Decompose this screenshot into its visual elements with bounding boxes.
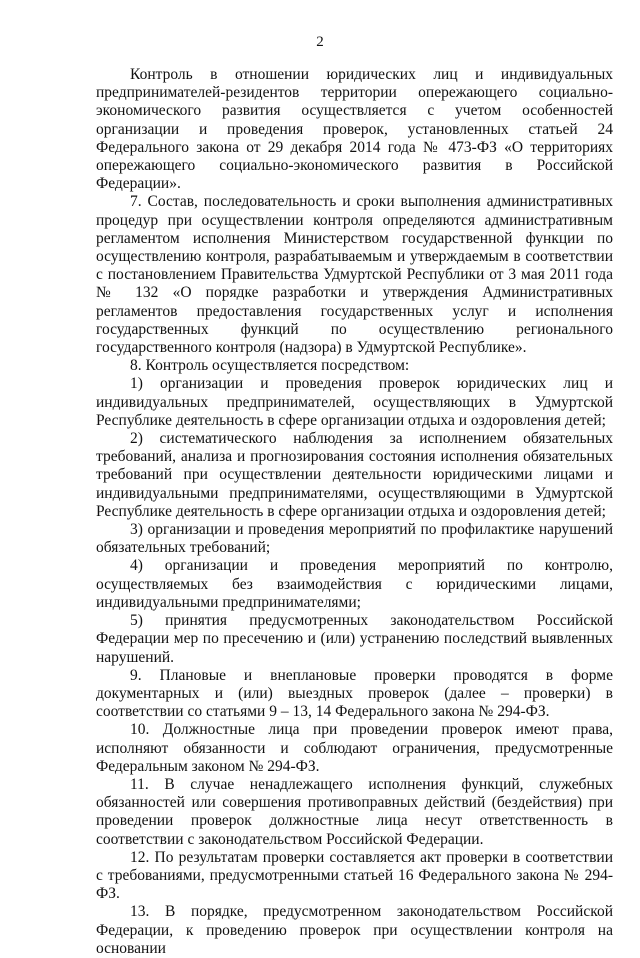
paragraph-10: 10. Должностные лица при проведении проверок имеют права, исполняют обязанности и соблюдают ограничения, предусмотренные Федеральным законом № 294-ФЗ. (96, 721, 613, 775)
list-item-8-3: 3) организации и проведения мероприятий по профилактике нарушений обязательных требований; (96, 521, 613, 557)
paragraph-8: 8. Контроль осуществляется посредством: (130, 357, 410, 375)
paragraph-11: 11. В случае ненадлежащего исполнения функций, служебных обязанностей или совершения противоправных действий (бездействия) при проведении проверок должностные лица несут ответственность в соответствии с законодательством Российской Федерации. (96, 775, 613, 848)
document-body (96, 66, 613, 958)
paragraph-9: 9. Плановые и внеплановые проверки проводятся в форме документарных и (или) выездных проверок (далее – проверки) в соответствии со статьями 9 – 13, 14 Федерального закона № 294-ФЗ. (96, 666, 613, 721)
list-item-8-4: 4) организации и проведения мероприятий по контролю, осуществляемых без взаимодействия с юридическими лицами, индивидуальными предпринимателями; (96, 557, 613, 611)
paragraph-7: 7. Состав, последовательность и сроки выполнения административных процедур при осуществлении контроля определяются административным регламентом исполнения Министерством государственной функции по осуществлению контроля, разрабатываемым и утверждаемым в соответствии с постановлением Правительства Удмуртской Республики от 3 мая 2011 года № 132 «О порядке разработки и утверждения Административных регламентов предоставления государственных услуг и исполнения государственных функций по осуществлению регионального государственного контроля (надзора) в Удмуртской Республике». (96, 193, 613, 357)
paragraph-13: 13. В порядке, предусмотренном законодательством Российской Федерации, к проведению проверок при осуществлении контроля на основании (96, 903, 613, 957)
paragraph-12: 12. По результатам проверки составляется акт проверки в соответствии с требованиями, предусмотренными статьей 16 Федерального закона № 294-ФЗ. (96, 848, 613, 903)
list-item-8-5: 5) принятия предусмотренных законодательством Российской Федерации мер по пресечению и (или) устранению последствий выявленных нарушений. (96, 612, 613, 666)
list-item-8-2: 2) систематического наблюдения за исполнением обязательных требований, анализа и прогнозирования состояния исполнения обязательных требований при осуществлении деятельности юридическими лицами и индивидуальными предпринимателями, осуществляющими в Удмуртской Республике деятельность в сфере организации отдыха и оздоровления детей; (96, 430, 613, 520)
page-number: 2 (316, 34, 324, 50)
list-item-8-1: 1) организации и проведения проверок юридических лиц и индивидуальных предпринимателей, осуществляющих в Удмуртской Республике деятельность в сфере организации отдыха и оздоровления детей; (96, 375, 613, 429)
paragraph-control-residents: Контроль в отношении юридических лиц и индивидуальных предпринимателей-резидентов территории опережающего социально-экономического развития осуществляется с учетом особенностей организации и проведения проверок, установленных статьей 24 Федерального закона от 29 декабря 2014 года № 473-ФЗ «О территориях опережающего социально-экономического развития в Российской Федерации». (96, 66, 613, 193)
